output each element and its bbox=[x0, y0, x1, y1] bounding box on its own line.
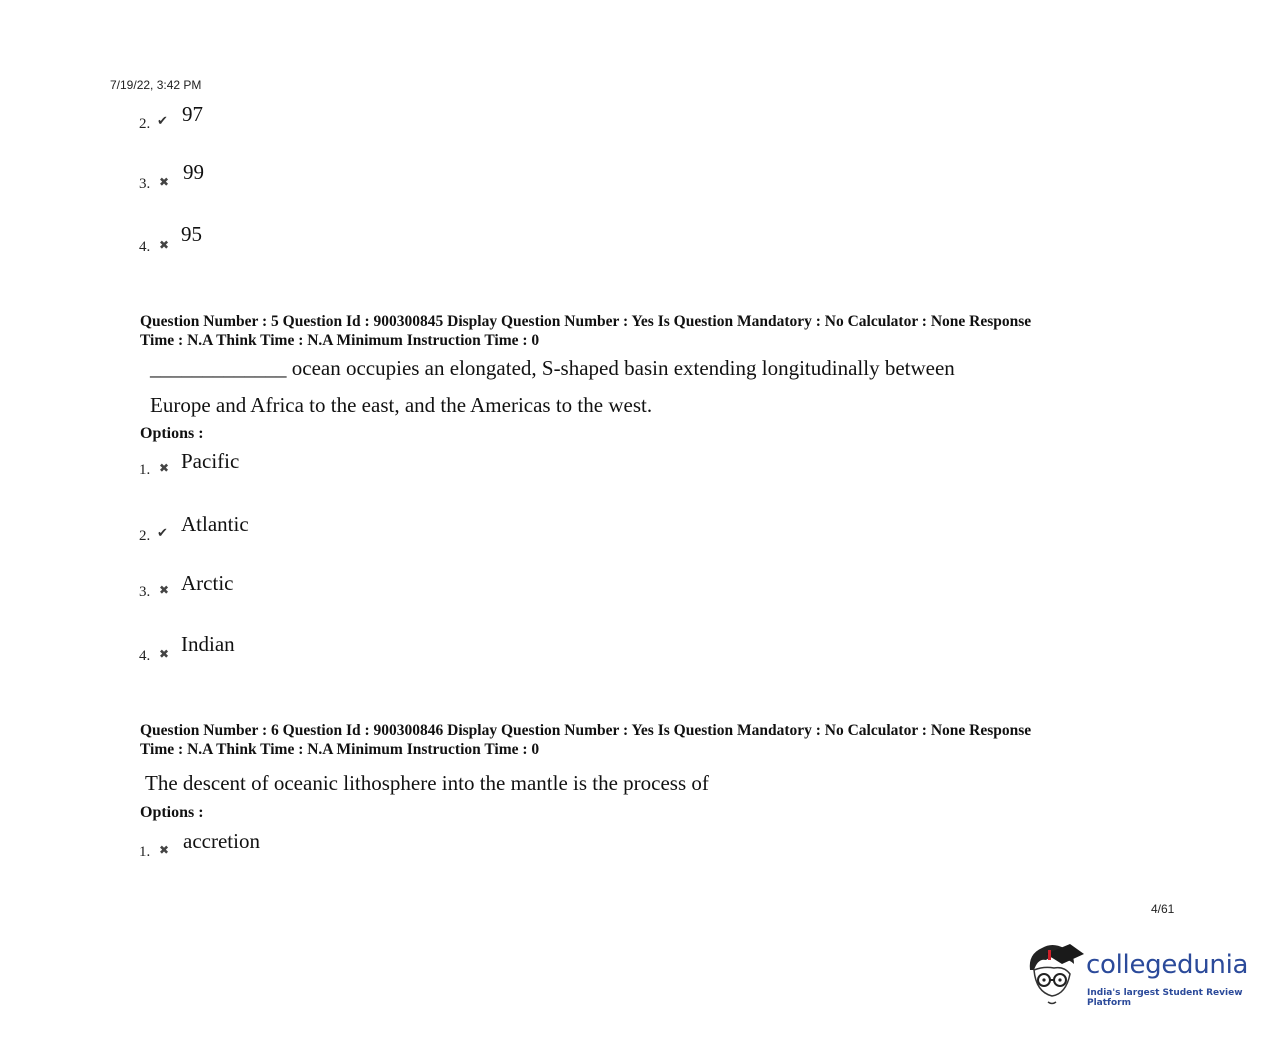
wrong-mark-icon: ✖ bbox=[159, 461, 170, 475]
option-text: Atlantic bbox=[181, 512, 249, 536]
wrong-mark-icon: ✖ bbox=[159, 647, 170, 661]
option-number: 3. bbox=[139, 176, 151, 192]
page-number: 4/61 bbox=[1151, 902, 1175, 916]
wrong-mark-icon: ✖ bbox=[159, 843, 170, 857]
option-number: 2. bbox=[139, 528, 151, 544]
options-label: Options : bbox=[140, 425, 204, 442]
question-5-text-line1: _____________ ocean occupies an elongated, S-shaped basin extending longitudinally between bbox=[150, 356, 955, 380]
correct-mark-icon: ✔ bbox=[157, 526, 168, 541]
collegedunia-mascot-icon bbox=[1024, 940, 1086, 1006]
option-number: 4. bbox=[139, 239, 151, 255]
option-number: 1. bbox=[139, 844, 151, 860]
print-date: 7/19/22, 3:42 PM bbox=[110, 78, 202, 92]
option-number: 1. bbox=[139, 462, 151, 478]
logo-tagline: India's largest Student Review Platform bbox=[1087, 988, 1243, 1008]
option-text: 99 bbox=[183, 160, 204, 184]
option-number: 4. bbox=[139, 648, 151, 664]
wrong-mark-icon: ✖ bbox=[159, 175, 170, 189]
option-number: 3. bbox=[139, 584, 151, 600]
option-text: 95 bbox=[181, 222, 202, 246]
wrong-mark-icon: ✖ bbox=[159, 583, 170, 597]
options-label: Options : bbox=[140, 804, 204, 821]
question-meta-line: Question Number : 6 Question Id : 900300846 Display Question Number : Yes Is Question Mandatory : No Calculator : None Response bbox=[140, 722, 1032, 739]
question-5-meta bbox=[140, 312, 1150, 350]
option-number: 2. bbox=[139, 116, 151, 132]
question-5-text-line2: Europe and Africa to the east, and the Americas to the west. bbox=[150, 393, 653, 417]
option-text: Arctic bbox=[181, 571, 234, 595]
question-6-text: The descent of oceanic lithosphere into the mantle is the process of bbox=[145, 771, 709, 795]
collegedunia-logo-text: collegedunia bbox=[1086, 950, 1249, 980]
question-meta-line: Time : N.A Think Time : N.A Minimum Instruction Time : 0 bbox=[140, 741, 540, 758]
option-text: accretion bbox=[183, 829, 260, 853]
correct-mark-icon: ✔ bbox=[157, 114, 168, 129]
question-meta-line: Question Number : 5 Question Id : 900300845 Display Question Number : Yes Is Question Mandatory : No Calculator : None Response bbox=[140, 313, 1032, 330]
wrong-mark-icon: ✖ bbox=[159, 238, 170, 252]
question-6-meta bbox=[140, 721, 1150, 759]
question-meta-line: Time : N.A Think Time : N.A Minimum Instruction Time : 0 bbox=[140, 332, 540, 349]
option-text: Pacific bbox=[181, 449, 240, 473]
option-text: Indian bbox=[181, 632, 235, 656]
option-text: 97 bbox=[182, 102, 203, 126]
